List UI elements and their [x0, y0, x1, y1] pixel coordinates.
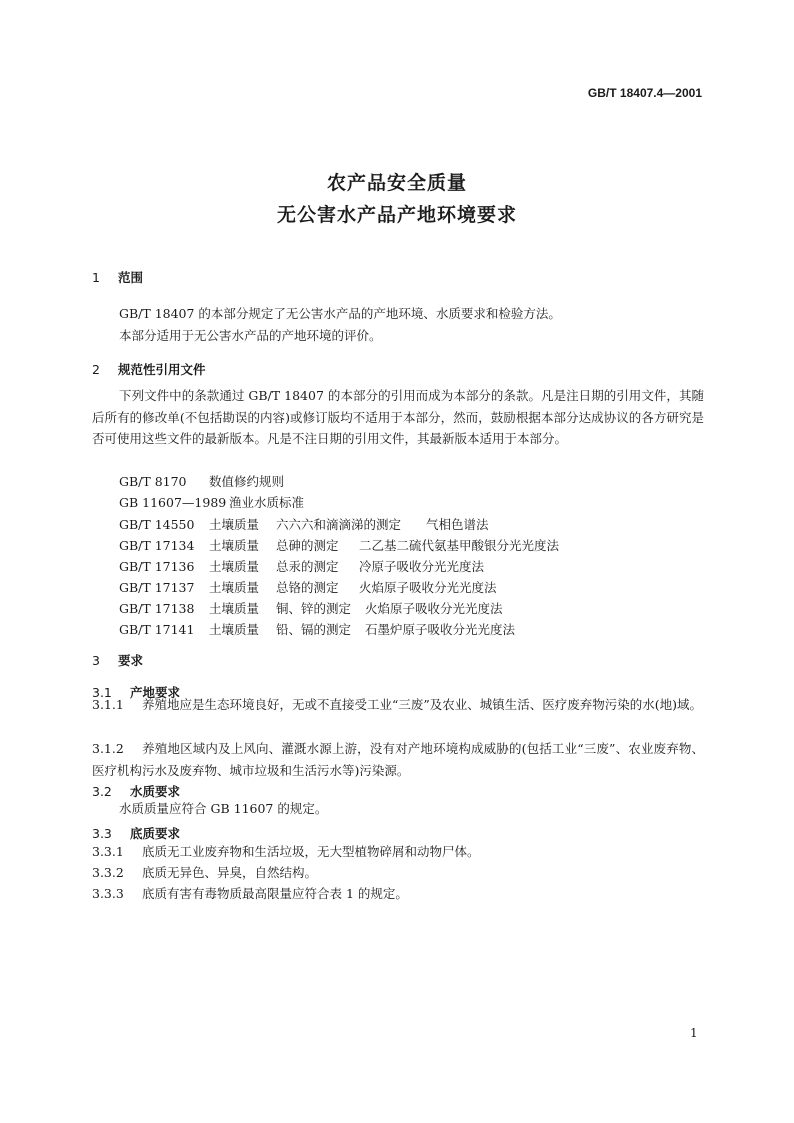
standard-code: GB/T 18407.4—2001	[587, 86, 702, 100]
reference-item: GB/T 17136 土壤质量 总汞的测定 冷原子吸收分光光度法	[119, 559, 485, 574]
clause-3-3-3: 3.3.3 底质有害有毒物质最高限量应符合表 1 的规定。	[92, 886, 408, 901]
clause-3-1-1: 3.1.1 养殖地应是生态环境良好，无或不直接受工业“三废”及农业、城镇生活、医疗废弃物污染的水(地)域。	[92, 697, 703, 712]
section-3-3-heading: 3.3 底质要求	[92, 826, 181, 841]
reference-item: GB/T 14550 土壤质量 六六六和滴滴涕的测定 气相色谱法	[119, 517, 489, 532]
section-1-heading: 1 范围	[92, 270, 144, 285]
section-1-paragraph-1: GB/T 18407 的本部分规定了无公害水产品的产地环境、水质要求和检验方法。	[119, 306, 561, 321]
page-number: 1	[690, 1026, 698, 1040]
reference-item: GB/T 17137 土壤质量 总铬的测定 火焰原子吸收分光光度法	[119, 580, 497, 595]
section-3-2-text: 水质质量应符合 GB 11607 的规定。	[119, 801, 328, 816]
section-1-paragraph-2: 本部分适用于无公害水产品的产地环境的评价。	[119, 328, 382, 343]
reference-item: GB/T 17141 土壤质量 铅、镉的测定 石墨炉原子吸收分光光度法	[119, 622, 516, 637]
reference-item: GB/T 17134 土壤质量 总砷的测定 二乙基二硫代氨基甲酸银分光光度法	[119, 538, 560, 553]
section-2-heading: 2 规范性引用文件	[92, 362, 206, 377]
section-3-1-heading: 3.1 产地要求	[92, 685, 181, 700]
title-line-1: 农产品安全质量	[326, 172, 467, 194]
title-line-2: 无公害水产品产地环境要求	[276, 204, 517, 226]
section-3-heading: 3 要求	[92, 653, 144, 668]
section-2-intro: 下列文件中的条款通过 GB/T 18407 的本部分的引用而成为本部分的条款。凡是注日期的引用文件，其随后所有的修改单(不包括勘误的内容)或修订版均不适用于本部分，然而，鼓励根据本部分达成协议的各方研究是否可使用这些文件的最新版本。凡是不注日期的引用文件，其最新版本适用于本部分。	[92, 388, 704, 446]
reference-item: GB 11607—1989 渔业水质标准	[119, 495, 305, 510]
section-3-2-heading: 3.2 水质要求	[92, 784, 181, 799]
clause-3-3-2: 3.3.2 底质无异色、异臭，自然结构。	[92, 865, 318, 880]
reference-item: GB/T 17138 土壤质量 铜、锌的测定 火焰原子吸收分光光度法	[119, 601, 503, 616]
clause-3-3-1: 3.3.1 底质无工业废弃物和生活垃圾，无大型植物碎屑和动物尸体。	[92, 844, 480, 859]
reference-item: GB/T 8170 数值修约规则	[119, 474, 285, 489]
clause-3-1-2: 3.1.2 养殖地区域内及上风向、灌溉水源上游，没有对产地环境构成威胁的(包括工业“三废”、农业废弃物、医疗机构污水及废弃物、城市垃圾和生活污水等)污染源。	[92, 741, 704, 778]
